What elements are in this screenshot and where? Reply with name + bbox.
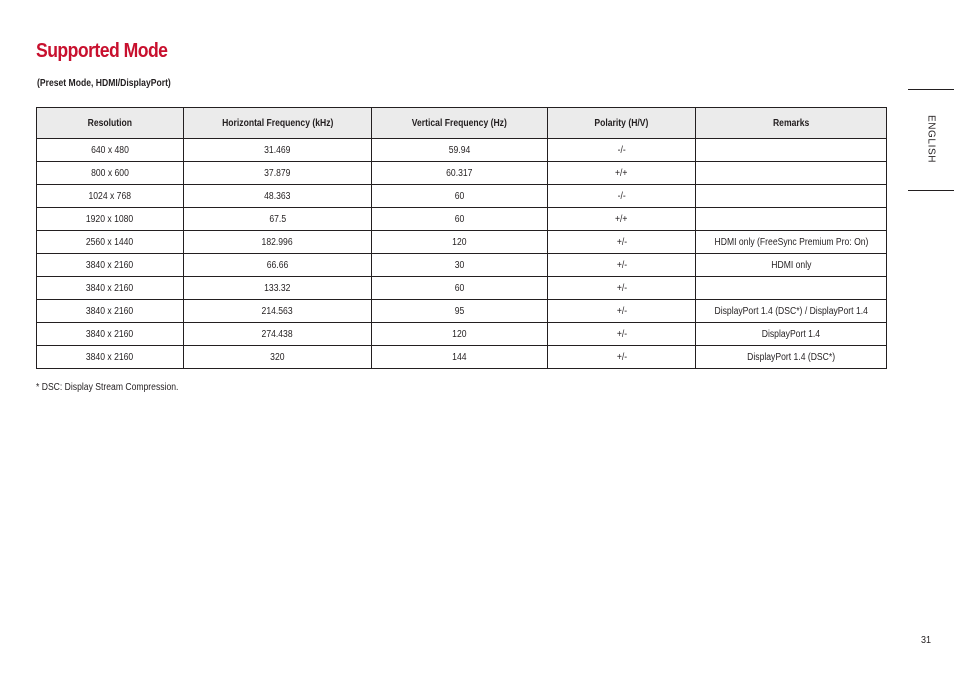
cell-horizontal-frequency: 182.996 (184, 231, 372, 254)
header-vertical-frequency: Vertical Frequency (Hz) (372, 108, 548, 139)
cell-resolution: 640 x 480 (37, 139, 184, 162)
cell-polarity: +/- (548, 300, 696, 323)
table-row (37, 162, 887, 185)
cell-remarks (696, 162, 887, 185)
table-row (37, 231, 887, 254)
cell-remarks (696, 139, 887, 162)
cell-remarks: HDMI only (FreeSync Premium Pro: On) (696, 231, 887, 254)
cell-vertical-frequency: 60 (372, 208, 548, 231)
supported-mode-table (36, 107, 887, 369)
cell-vertical-frequency: 60 (372, 185, 548, 208)
table-row (37, 208, 887, 231)
cell-polarity: -/- (548, 185, 696, 208)
page-title: Supported Mode (36, 40, 168, 62)
header-remarks: Remarks (696, 108, 887, 139)
cell-resolution: 1920 x 1080 (37, 208, 184, 231)
header-horizontal-frequency: Horizontal Frequency (kHz) (184, 108, 372, 139)
cell-resolution: 2560 x 1440 (37, 231, 184, 254)
language-tab-top-rule (908, 89, 954, 90)
cell-polarity: +/- (548, 231, 696, 254)
table-row (37, 185, 887, 208)
table-row (37, 346, 887, 369)
cell-vertical-frequency: 59.94 (372, 139, 548, 162)
table-row (37, 139, 887, 162)
cell-resolution: 800 x 600 (37, 162, 184, 185)
cell-resolution: 3840 x 2160 (37, 323, 184, 346)
cell-polarity: +/- (548, 346, 696, 369)
cell-polarity: +/- (548, 277, 696, 300)
cell-horizontal-frequency: 320 (184, 346, 372, 369)
cell-remarks: HDMI only (696, 254, 887, 277)
cell-polarity: +/- (548, 254, 696, 277)
cell-horizontal-frequency: 67.5 (184, 208, 372, 231)
header-polarity: Polarity (H/V) (548, 108, 696, 139)
cell-polarity: -/- (548, 139, 696, 162)
cell-remarks: DisplayPort 1.4 (DSC*) / DisplayPort 1.4 (696, 300, 887, 323)
cell-polarity: +/+ (548, 162, 696, 185)
cell-vertical-frequency: 120 (372, 323, 548, 346)
cell-polarity: +/- (548, 323, 696, 346)
cell-resolution: 1024 x 768 (37, 185, 184, 208)
cell-vertical-frequency: 60 (372, 277, 548, 300)
cell-horizontal-frequency: 66.66 (184, 254, 372, 277)
cell-resolution: 3840 x 2160 (37, 346, 184, 369)
cell-horizontal-frequency: 37.879 (184, 162, 372, 185)
language-tab: ENGLISH (925, 114, 937, 164)
cell-horizontal-frequency: 214.563 (184, 300, 372, 323)
cell-horizontal-frequency: 133.32 (184, 277, 372, 300)
cell-vertical-frequency: 144 (372, 346, 548, 369)
header-resolution: Resolution (37, 108, 184, 139)
table-row (37, 300, 887, 323)
cell-vertical-frequency: 30 (372, 254, 548, 277)
cell-resolution: 3840 x 2160 (37, 254, 184, 277)
cell-resolution: 3840 x 2160 (37, 300, 184, 323)
cell-vertical-frequency: 60.317 (372, 162, 548, 185)
cell-horizontal-frequency: 48.363 (184, 185, 372, 208)
cell-resolution: 3840 x 2160 (37, 277, 184, 300)
page-number: 31 (921, 635, 932, 646)
cell-remarks (696, 208, 887, 231)
cell-vertical-frequency: 95 (372, 300, 548, 323)
table-subtitle: (Preset Mode, HDMI/DisplayPort) (37, 78, 171, 89)
table-header-row (37, 108, 887, 139)
language-tab-bottom-rule (908, 190, 954, 191)
cell-horizontal-frequency: 274.438 (184, 323, 372, 346)
cell-vertical-frequency: 120 (372, 231, 548, 254)
table-row (37, 323, 887, 346)
cell-remarks (696, 185, 887, 208)
footnote: * DSC: Display Stream Compression. (36, 382, 179, 393)
cell-remarks: DisplayPort 1.4 (696, 323, 887, 346)
cell-polarity: +/+ (548, 208, 696, 231)
table-row (37, 277, 887, 300)
cell-remarks: DisplayPort 1.4 (DSC*) (696, 346, 887, 369)
table-row (37, 254, 887, 277)
cell-remarks (696, 277, 887, 300)
cell-horizontal-frequency: 31.469 (184, 139, 372, 162)
